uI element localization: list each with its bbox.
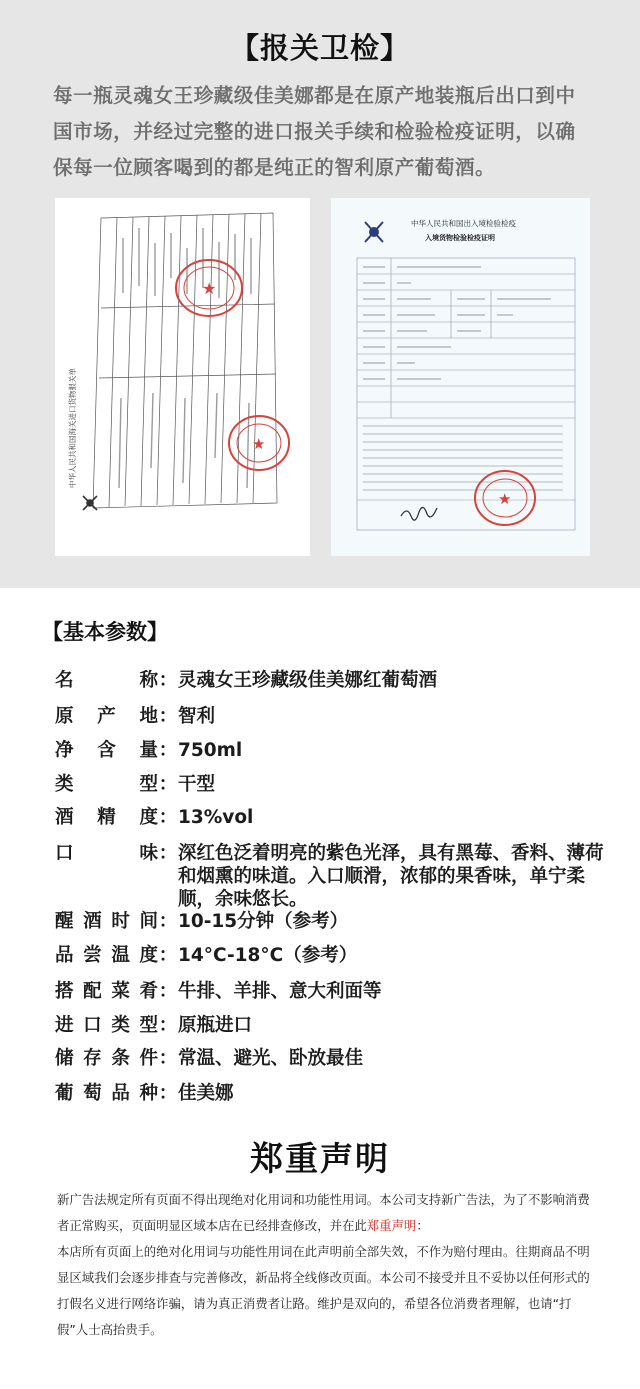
param-colon: ： [158,740,178,761]
disclaimer-paragraph-1 [57,1187,593,1239]
param-value: 10-15分钟（参考） [178,911,349,932]
param-value: 14°C-18°C（参考） [178,945,358,966]
param-colon: ： [158,981,178,1002]
svg-text:★: ★ [252,435,266,453]
param-label: 净 含 量 [55,740,158,761]
param-label: 口 味 [55,843,158,864]
param-row [55,806,608,829]
svg-text:★: ★ [498,490,512,508]
param-row [55,1047,608,1070]
inspection-certificate-image [331,198,590,556]
param-row [55,842,608,911]
param-value: 常温、避光、卧放最佳 [178,1048,364,1069]
disclaimer-title: 郑重声明 [250,1139,390,1178]
param-label: 品 尝 温 度 [55,945,158,966]
param-colon: ： [158,1048,178,1069]
params-title: 【基本参数】 [42,620,168,644]
param-colon: ： [158,1015,178,1036]
param-value: 原瓶进口 [178,1015,253,1036]
param-label: 搭 配 菜 肴 [55,981,158,1002]
customs-declaration-form [55,198,310,556]
param-value: 佳美娜 [178,1083,234,1104]
param-label: 醒 酒 时 间 [55,911,158,932]
left-doc-heading: 中华人民共和国海关进口货物报关单 [68,368,77,488]
param-row [55,980,608,1003]
right-doc-heading: 中华人民共和国出入境检验检疫 [411,219,516,228]
param-label: 原 产 地 [55,706,158,727]
param-row [55,773,608,796]
param-colon: ： [158,1083,178,1104]
param-value: 深红色泛着明亮的紫色光泽，具有黑莓、香料、薄荷和烟熏的味道。入口顺滑，浓郁的果香味，单宁柔顺，余味悠长。 [178,843,604,910]
right-doc-subheading: 入境货物检验检疫证明 [425,234,495,242]
param-row [55,1082,608,1105]
param-colon: ： [158,945,178,966]
param-value: 750ml [178,740,243,761]
param-row [55,944,608,967]
param-row [55,669,608,692]
param-row [55,910,608,933]
param-colon: ： [158,807,178,828]
param-label: 酒 精 度 [55,807,158,828]
param-value: 智利 [178,706,216,727]
customs-declaration-image [55,198,310,556]
param-label: 名 称 [55,670,158,691]
param-value: 干型 [178,774,216,795]
param-row [55,705,608,728]
param-value: 灵魂女王珍藏级佳美娜红葡萄酒 [178,670,438,691]
svg-text:★: ★ [202,279,217,298]
disclaimer-text-1b: ： [416,1218,429,1233]
param-colon: ： [158,843,178,864]
disclaimer-body [57,1187,593,1343]
customs-title: 【报关卫检】 [229,31,410,65]
disclaimer-text-1a: 新广告法规定所有页面不得出现绝对化用词和功能性用词。本公司支持新广告法，为了不影响消费者正常购买，页面明显区域本店在已经排查修改，并在此 [57,1192,590,1233]
inspection-certificate-form [331,198,590,556]
customs-section [0,0,640,588]
param-colon: ： [158,774,178,795]
param-colon: ： [158,670,178,691]
param-row [55,1014,608,1037]
param-label: 类 型 [55,774,158,795]
param-label: 进 口 类 型 [55,1015,158,1036]
disclaimer-highlight: 郑重声明 [366,1218,417,1233]
param-value: 牛排、羊排、意大利面等 [178,981,382,1002]
param-label: 储 存 条 件 [55,1048,158,1069]
disclaimer-paragraph-2: 本店所有页面上的绝对化用词与功能性用词在此声明前全部失效，不作为赔付理由。往期商品不明显区域我们会逐步排查与完善修改，新品将全线修改页面。本公司不接受并且不妥协以任何形式的打假名义进行网络诈骗，请为真正消费者让路。维护是双向的，希望各位消费者理解，也请“打假”人士高抬贵手。 [57,1244,590,1337]
customs-description: 每一瓶灵魂女王珍藏级佳美娜都是在原产地装瓶后出口到中国市场，并经过完整的进口报关手续和检验检疫证明，以确保每一位顾客喝到的都是纯正的智利原产葡萄酒。 [53,84,576,179]
param-value: 13%vol [178,807,254,828]
param-row [55,739,608,762]
param-colon: ： [158,911,178,932]
param-label: 葡 萄 品 种 [55,1083,158,1104]
param-colon: ： [158,706,178,727]
